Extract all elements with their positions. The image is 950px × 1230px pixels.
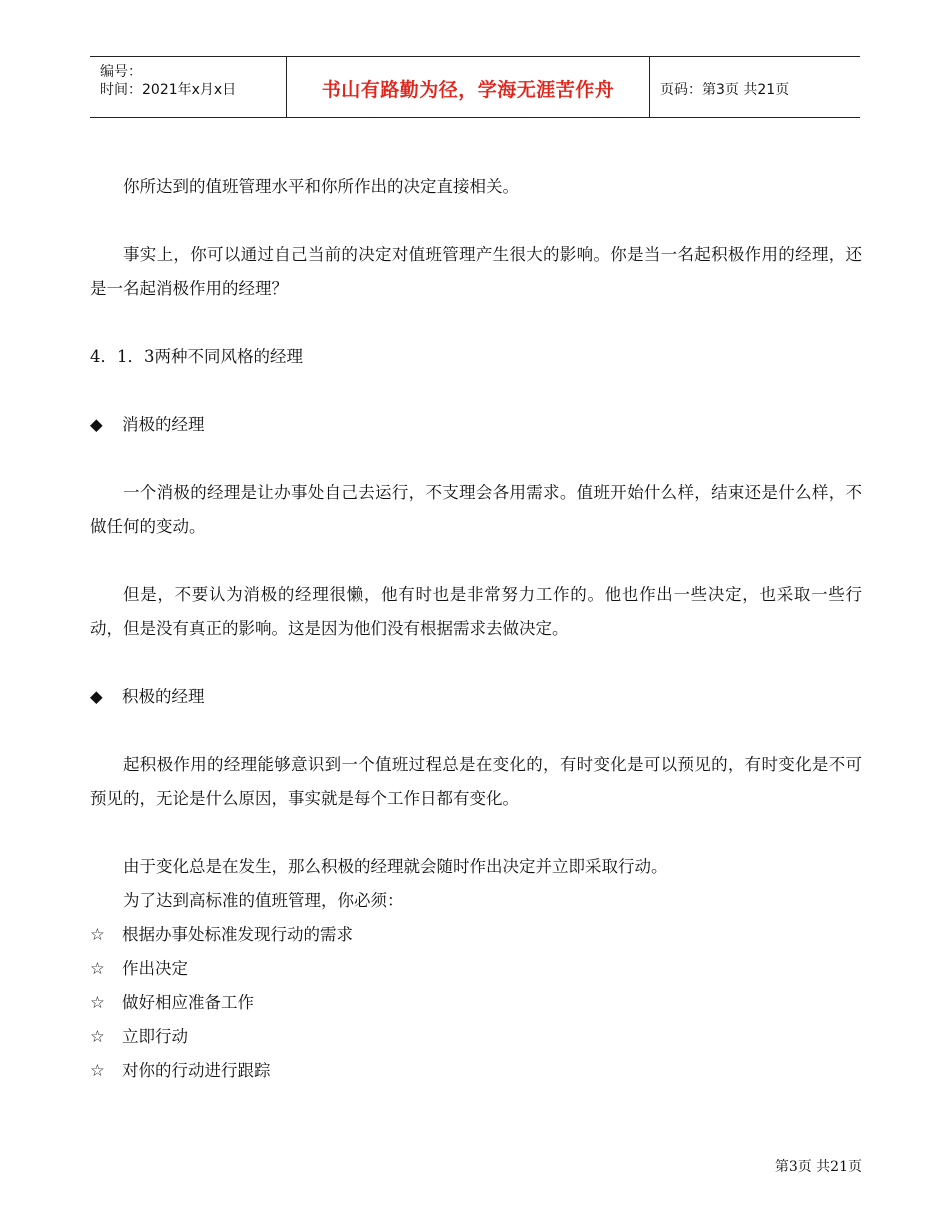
list-item: ☆ 做好相应准备工作	[90, 986, 862, 1020]
subheading-label: 积极的经理	[122, 687, 205, 706]
header-page-number: 页码：第3页 共21页	[660, 82, 790, 98]
star-bullet-icon: ☆	[90, 993, 105, 1012]
star-bullet-icon: ☆	[90, 925, 105, 944]
paragraph: 一个消极的经理是让办事处自己去运行，不支理会各用需求。值班开始什么样，结束还是什么样，不做任何的变动。	[90, 483, 862, 536]
paragraph: 事实上，你可以通过自己当前的决定对值班管理产生很大的影响。你是当一名起积极作用的经理，还是一名起消极作用的经理？	[90, 245, 862, 298]
header-motto: 书山有路勤为径，学海无涯苦作舟	[321, 79, 615, 101]
list-item: ☆ 作出决定	[90, 952, 862, 986]
paragraph: 由于变化总是在发生，那么积极的经理就会随时作出决定并立即采取行动。	[123, 857, 668, 876]
list-item: ☆ 对你的行动进行跟踪	[90, 1054, 862, 1088]
footer-page-number: 第3页 共21页	[774, 1159, 862, 1175]
paragraph: 起积极作用的经理能够意识到一个值班过程总是在变化的，有时变化是可以预见的，有时变化是不可预见的，无论是什么原因，事实就是每个工作日都有变化。	[90, 755, 862, 808]
list-item: ☆ 根据办事处标准发现行动的需求	[90, 918, 862, 952]
section-heading: 4．1．3两种不同风格的经理	[90, 347, 303, 366]
number-label: 编号：	[100, 64, 142, 80]
paragraph: 为了达到高标准的值班管理，你必须：	[123, 891, 404, 910]
star-bullet-icon: ☆	[90, 1061, 105, 1080]
subheading-positive	[90, 680, 862, 714]
document-header	[90, 56, 860, 118]
header-motto-cell	[287, 57, 650, 117]
paragraph: 但是，不要认为消极的经理很懒，他有时也是非常努力工作的。他也作出一些决定，也采取一些行动，但是没有真正的影响。这是因为他们没有根据需求去做决定。	[90, 585, 862, 638]
diamond-bullet-icon: ◆	[90, 415, 103, 434]
document-body	[90, 170, 862, 1088]
header-info-cell	[90, 57, 287, 117]
diamond-bullet-icon: ◆	[90, 687, 103, 706]
header-page-cell	[650, 57, 860, 117]
subheading-label: 消极的经理	[122, 415, 205, 434]
paragraph: 你所达到的值班管理水平和你所作出的决定直接相关。	[123, 177, 519, 196]
subheading-negative	[90, 408, 862, 442]
time-label: 时间：2021年x月x日	[100, 82, 237, 98]
list-item: ☆ 立即行动	[90, 1020, 862, 1054]
star-bullet-icon: ☆	[90, 959, 105, 978]
star-bullet-icon: ☆	[90, 1027, 105, 1046]
